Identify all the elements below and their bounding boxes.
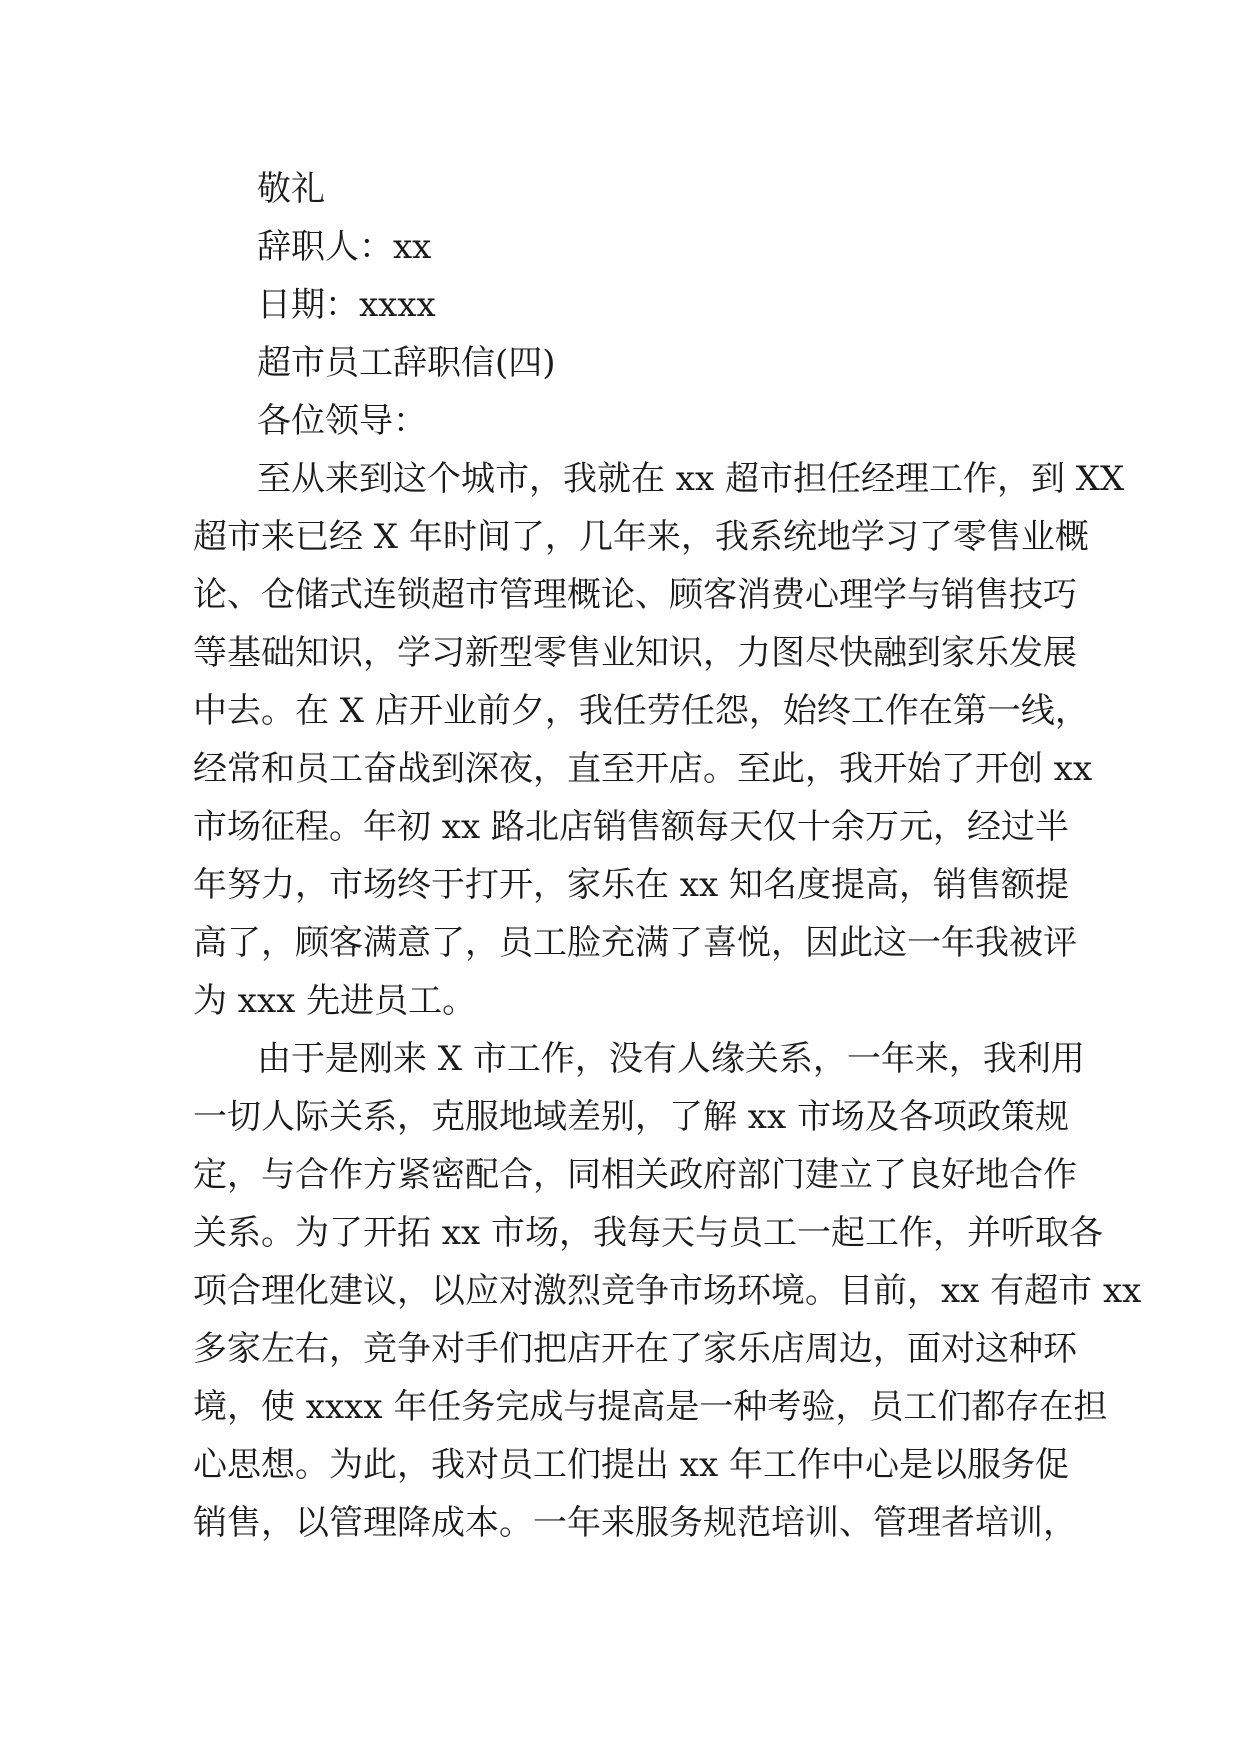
closing-regards: 敬礼	[257, 169, 325, 209]
letter-body	[193, 160, 1142, 1552]
paragraph-2-line: 由于是刚来 X 市工作，没有人缘关系，一年来，我利用	[257, 1039, 1085, 1079]
paragraph-1-line: 至从来到这个城市，我就在 xx 超市担任经理工作，到 XX	[257, 459, 1125, 499]
paragraph-1-line: 市场征程。年初 xx 路北店销售额每天仅十余万元，经过半	[193, 807, 1069, 847]
paragraph-2-line: 一切人际关系，克服地域差别，了解 xx 市场及各项政策规	[193, 1097, 1069, 1137]
paragraph-2-line: 定，与合作方紧密配合，同相关政府部门建立了良好地合作	[193, 1155, 1077, 1195]
paragraph-2-line: 关系。为了开拓 xx 市场，我每天与员工一起工作，并听取各	[193, 1213, 1103, 1253]
closing-date: 日期：xxxx	[257, 285, 436, 325]
letter-salutation: 各位领导：	[257, 401, 427, 441]
closing-signer: 辞职人：xx	[257, 227, 432, 267]
paragraph-2-line: 项合理化建议，以应对激烈竞争市场环境。目前，xx 有超市 xx	[193, 1271, 1142, 1311]
paragraph-2-line: 多家左右，竞争对手们把店开在了家乐店周边，面对这种环	[193, 1329, 1077, 1369]
paragraph-1-line: 年努力，市场终于打开，家乐在 xx 知名度提高，销售额提	[193, 865, 1069, 905]
paragraph-1-line: 超市来已经 X 年时间了，几年来，我系统地学习了零售业概	[193, 517, 1089, 557]
letter-title: 超市员工辞职信(四)	[257, 343, 556, 383]
paragraph-1-line: 经常和员工奋战到深夜，直至开店。至此，我开始了开创 xx	[193, 749, 1093, 789]
paragraph-1-line: 论、仓储式连锁超市管理概论、顾客消费心理学与销售技巧	[193, 575, 1077, 615]
paragraph-1-line: 等基础知识，学习新型零售业知识，力图尽快融到家乐发展	[193, 633, 1077, 673]
paragraph-2-line: 境，使 xxxx 年任务完成与提高是一种考验，员工们都存在担	[193, 1387, 1108, 1427]
paragraph-1-line: 高了，顾客满意了，员工脸充满了喜悦，因此这一年我被评	[193, 923, 1077, 963]
paragraph-2-line: 心思想。为此，我对员工们提出 xx 年工作中心是以服务促	[193, 1445, 1069, 1485]
paragraph-1-line: 为 xxx 先进员工。	[193, 981, 477, 1021]
paragraph-2-line: 销售，以管理降成本。一年来服务规范培训、管理者培训，	[193, 1503, 1077, 1543]
paragraph-1-line: 中去。在 X 店开业前夕，我任劳任怨，始终工作在第一线，	[193, 691, 1089, 731]
